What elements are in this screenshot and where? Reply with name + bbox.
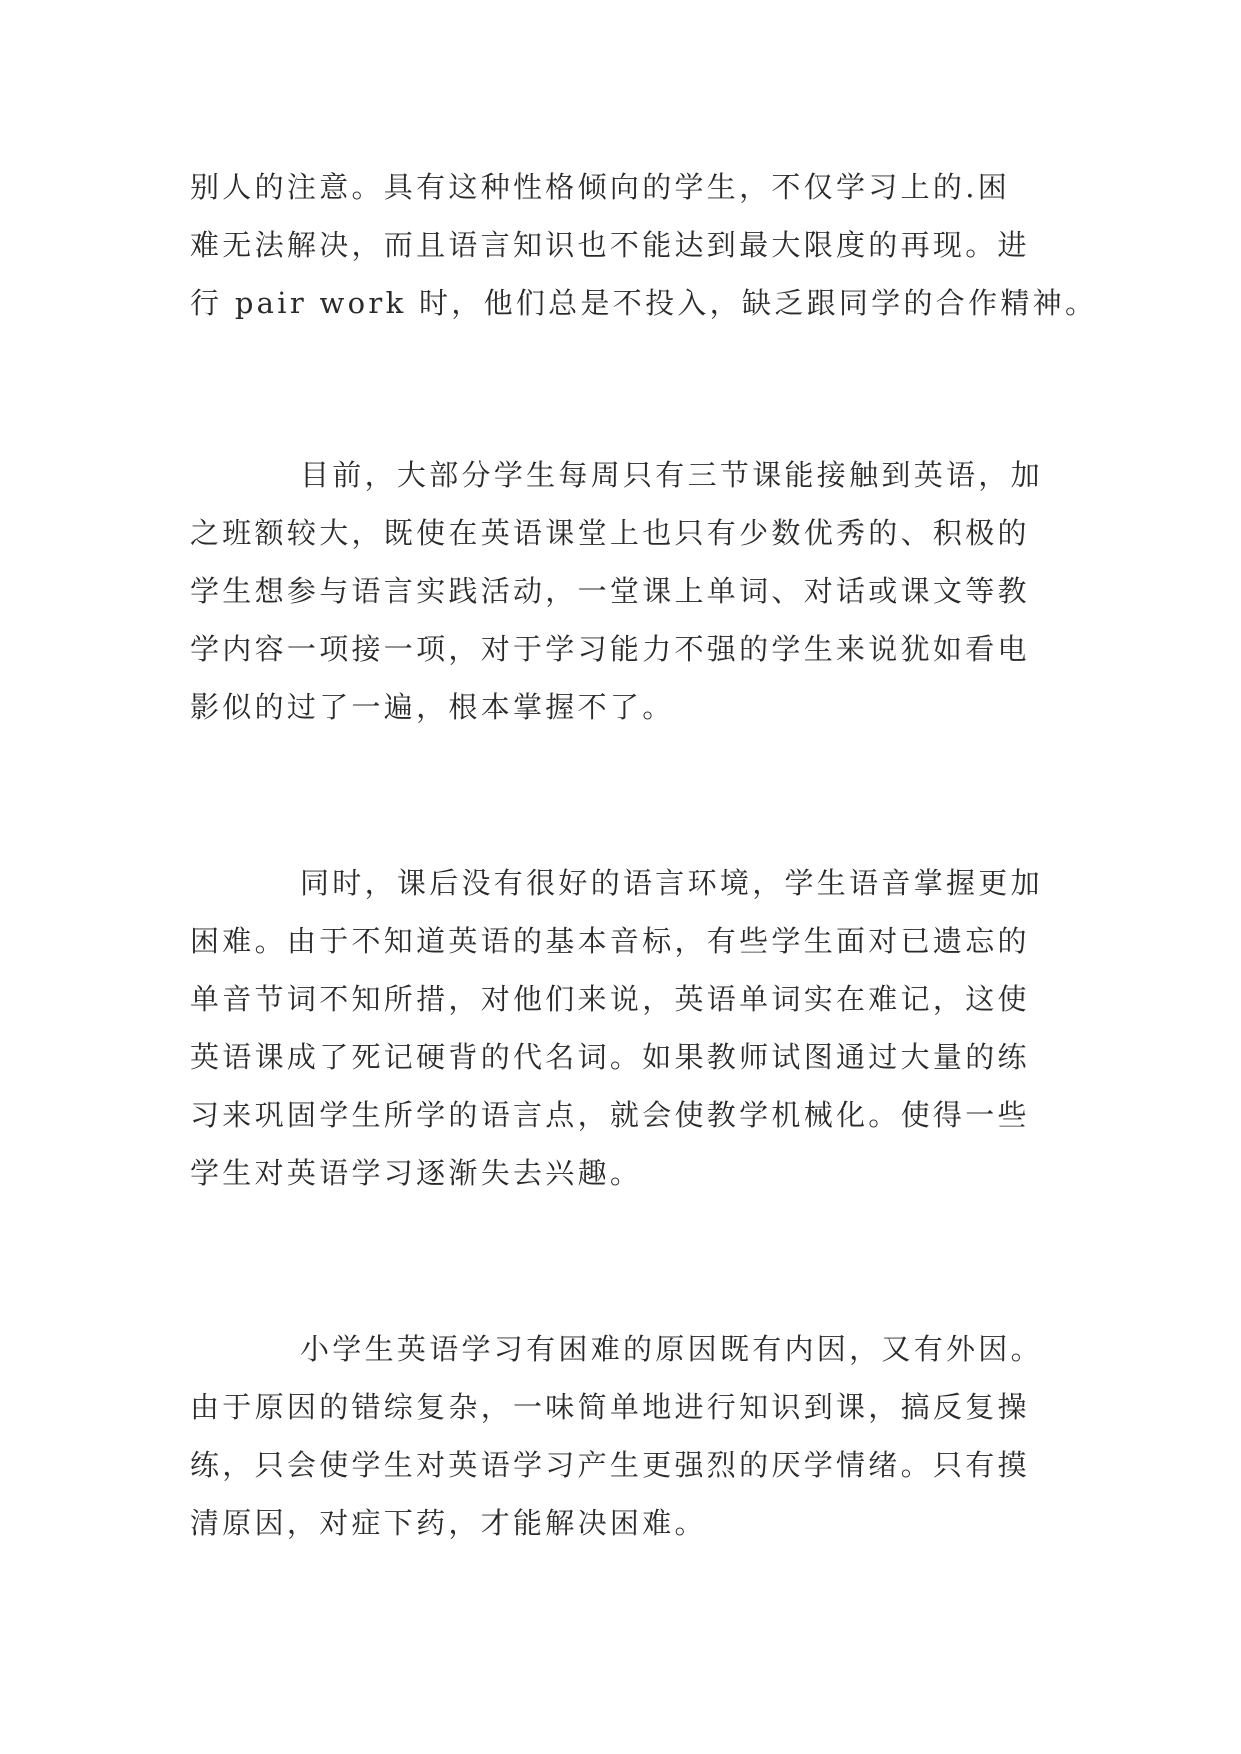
- paragraph-line: 学内容一项接一项，对于学习能力不强的学生来说犹如看电: [190, 632, 1030, 666]
- paragraph-line: 难无法解决，而且语言知识也不能达到最大限度的再现。进: [190, 228, 1030, 262]
- paragraph-line: 困难。由于不知道英语的基本音标，有些学生面对已遗忘的: [190, 924, 1030, 958]
- paragraph-2: [190, 446, 1060, 736]
- paragraph-line: 英语课成了死记硬背的代名词。如果教师试图通过大量的练: [190, 1040, 1030, 1074]
- paragraph-first-line: [190, 446, 1060, 504]
- paragraph-1: [190, 158, 1098, 332]
- paragraph-line: 由于原因的错综复杂，一味简单地进行知识到课，搞反复操: [190, 1390, 1030, 1424]
- paragraph-line: 单音节词不知所措，对他们来说，英语单词实在难记，这使: [190, 982, 1030, 1016]
- paragraph-line: 学生对英语学习逐渐失去兴趣。: [190, 1156, 643, 1190]
- paragraph-line: 之班额较大，既使在英语课堂上也只有少数优秀的、积极的: [190, 516, 1030, 550]
- paragraph-line: 同时，课后没有很好的语言环境，学生语音掌握更加: [300, 866, 1043, 900]
- paragraph-line: 行 pair work 时，他们总是不投入，缺乏跟同学的合作精神。: [190, 286, 1098, 320]
- paragraph-first-line: [190, 854, 1060, 912]
- paragraph-line: 别人的注意。具有这种性格倾向的学生，不仅学习上的.困: [190, 170, 1011, 204]
- paragraph-first-line: [190, 1320, 1060, 1378]
- paragraph-line: 影似的过了一遍，根本掌握不了。: [190, 690, 675, 724]
- paragraph-4: [190, 1320, 1060, 1552]
- paragraph-line: 小学生英语学习有困难的原因既有内因，又有外因。: [300, 1332, 1043, 1366]
- paragraph-line: 习来巩固学生所学的语言点，就会使教学机械化。使得一些: [190, 1098, 1030, 1132]
- paragraph-line: 目前，大部分学生每周只有三节课能接触到英语，加: [300, 458, 1043, 492]
- paragraph-line: 练，只会使学生对英语学习产生更强烈的厌学情绪。只有摸: [190, 1448, 1030, 1482]
- paragraph-line: 学生想参与语言实践活动，一堂课上单词、对话或课文等教: [190, 574, 1030, 608]
- paragraph-line: 清原因，对症下药，才能解决困难。: [190, 1506, 707, 1540]
- paragraph-3: [190, 854, 1060, 1202]
